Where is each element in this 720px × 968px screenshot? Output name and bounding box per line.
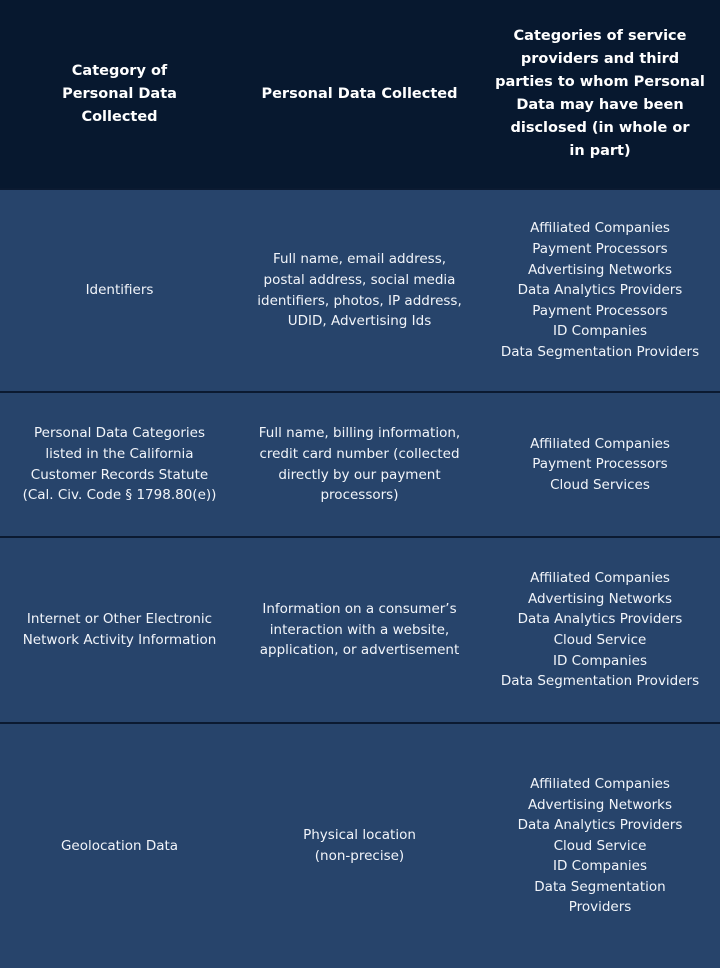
row-geolocation-collected <box>239 724 480 968</box>
header-category <box>0 0 239 188</box>
row-identifiers-category <box>0 190 239 391</box>
cell-line: Identifiers <box>85 282 154 299</box>
cell-line: Advertising Networks <box>527 796 673 813</box>
cell-line: ID Companies <box>552 323 647 340</box>
cell-line: Cloud Service <box>553 632 647 648</box>
header-line: Category of <box>71 62 168 79</box>
header-line: providers and third <box>520 51 680 67</box>
row-geolocation-category <box>0 724 239 968</box>
cell-line: postal address, social media <box>263 271 456 288</box>
cell-line: application, or advertisement <box>259 642 460 659</box>
header-line: Categories of service <box>513 28 687 44</box>
row-geolocation-disclosed <box>480 724 720 968</box>
cell-line: Network Activity Information <box>22 632 217 648</box>
cell-line: Affiliated Companies <box>530 220 670 237</box>
cell-line: Cloud Service <box>553 837 647 854</box>
row-california-disclosed <box>480 393 720 536</box>
cell-line: Affiliated Companies <box>530 570 670 587</box>
row-california-collected <box>239 393 480 536</box>
cell-line: ID Companies <box>553 858 647 875</box>
cell-line: interaction with a website, <box>269 621 450 638</box>
cell-line: listed in the California <box>45 445 194 462</box>
cell-line: Data Analytics Providers <box>517 282 683 299</box>
header-line: parties to whom Personal <box>495 74 705 90</box>
header-collected <box>239 0 480 188</box>
cell-line: Full name, billing information, <box>258 425 461 442</box>
row-california-category <box>0 393 239 536</box>
cell-line: Cloud Services <box>550 476 650 493</box>
header-line: Personal Data <box>62 85 177 102</box>
cell-line: identifiers, photos, IP address, <box>257 292 462 309</box>
cell-line: Personal Data Categories <box>34 425 205 442</box>
cell-line: directly by our payment <box>278 466 441 483</box>
cell-line: Payment Processors <box>532 456 668 473</box>
cell-line: processors) <box>320 487 399 504</box>
header-line: disclosed (in whole or <box>510 120 690 136</box>
row-internet-disclosed <box>480 538 720 722</box>
cell-line: Affiliated Companies <box>530 775 670 792</box>
cell-line: credit card number (collected <box>259 445 460 462</box>
cell-line: Data Segmentation Providers <box>500 673 700 690</box>
cell-line: (Cal. Civ. Code § 1798.80(e)) <box>22 487 217 504</box>
cell-line: (non-precise) <box>314 848 405 864</box>
cell-line: Affiliated Companies <box>530 435 670 452</box>
cell-line: ID Companies <box>552 652 647 669</box>
cell-line: Information on a consumer’s <box>262 601 457 618</box>
cell-line: Advertising Networks <box>527 261 673 278</box>
header-line: in part) <box>569 143 631 159</box>
cell-line: Internet or Other Electronic <box>26 611 213 628</box>
cell-line: Data Analytics Providers <box>517 817 683 834</box>
header-line: Data may have been <box>516 97 684 113</box>
cell-line: Data Segmentation <box>534 878 666 895</box>
row-identifiers-disclosed <box>480 190 720 391</box>
header-disclosed <box>480 0 720 188</box>
cell-line: Full name, email address, <box>272 251 447 268</box>
cell-line: Customer Records Statute <box>30 466 209 483</box>
row-internet-collected <box>239 538 480 722</box>
cell-line: Payment Processors <box>532 302 668 319</box>
cell-line: UDID, Advertising Ids <box>287 313 432 330</box>
cell-line: Geolocation Data <box>60 837 179 854</box>
cell-line: Data Analytics Providers <box>517 611 683 628</box>
cell-line: Data Segmentation Providers <box>500 343 700 360</box>
cell-line: Advertising Networks <box>527 590 673 607</box>
header-line: Collected <box>81 108 158 125</box>
row-internet-category <box>0 538 239 722</box>
cell-line: Providers <box>568 899 632 916</box>
cell-line: Physical location <box>303 827 416 844</box>
row-identifiers-collected <box>239 190 480 391</box>
header-line: Personal Data Collected <box>261 85 458 102</box>
cell-line: Payment Processors <box>532 241 668 258</box>
